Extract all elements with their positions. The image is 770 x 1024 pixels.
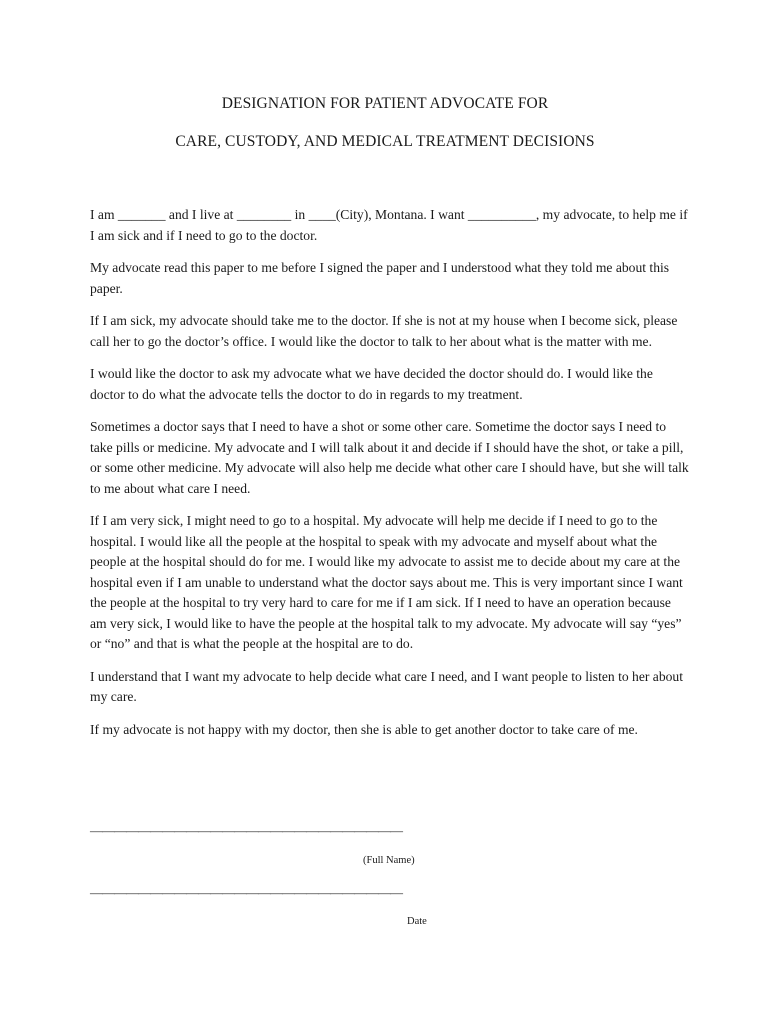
paragraph-care-decisions: I understand that I want my advocate to help decide what care I need, and I want people to listen to her about my care. bbox=[90, 668, 684, 704]
paragraph-doctor-consult: I would like the doctor to ask my advocate what we have decided the doctor should do. I would like the doctor to do what the advocate tells the doctor to do in regards to my treatment. bbox=[90, 366, 653, 402]
paragraph-hospital: If I am very sick, I might need to go to a hospital. My advocate will help me decide if I need to go to the hospital. I would like all the people at the hospital to speak with my advocate and myself about what the people at the hospital should do for me. I would like my advocate to assist me to decide about my care at the hospital even if I am unable to understand what the doctor says about me. This is very important since I want the people at the hospital to try very hard to care for me if I am sick. If I need to have an operation because am very sick, I would like to have the people at the hospital talk to my advocate. My advocate will say “yes” or “no” and that is what the people at the hospital are to do. bbox=[90, 513, 683, 651]
paragraph-change-doctor: If my advocate is not happy with my doctor, then she is able to get another doctor to take care of me. bbox=[90, 721, 638, 737]
document-body bbox=[90, 205, 690, 752]
paragraph-identity: I am _______ and I live at ________ in ____(City), Montana. I want __________, my advocate, to help me if I am sick and if I need to go to the doctor. bbox=[90, 207, 688, 243]
paragraph-understanding: My advocate read this paper to me before I signed the paper and I understood what they told me about this paper. bbox=[90, 260, 670, 296]
paragraph-doctor-visit: If I am sick, my advocate should take me to the doctor. If she is not at my house when I become sick, please call her to go the doctor’s office. I would like the doctor to talk to her about what is the matter with me. bbox=[90, 313, 678, 349]
full-name-caption: (Full Name) bbox=[363, 855, 415, 866]
document-title-line-1: DESIGNATION FOR PATIENT ADVOCATE FOR bbox=[221, 95, 549, 112]
full-name-signature-line: —————————————————————————— bbox=[90, 823, 402, 838]
document-title-line-2: CARE, CUSTODY, AND MEDICAL TREATMENT DECISIONS bbox=[175, 133, 595, 150]
date-signature-line: —————————————————————————— bbox=[90, 885, 402, 900]
date-caption: Date bbox=[407, 916, 427, 927]
paragraph-medicine: Sometimes a doctor says that I need to have a shot or some other care. Sometime the doctor says I need to take pills or medicine. My advocate and I will talk about it and decide if I should have the shot, or take a pill, or some other medicine. My advocate will also help me decide what other care I should have, but she will talk to me about what care I need. bbox=[90, 419, 689, 496]
